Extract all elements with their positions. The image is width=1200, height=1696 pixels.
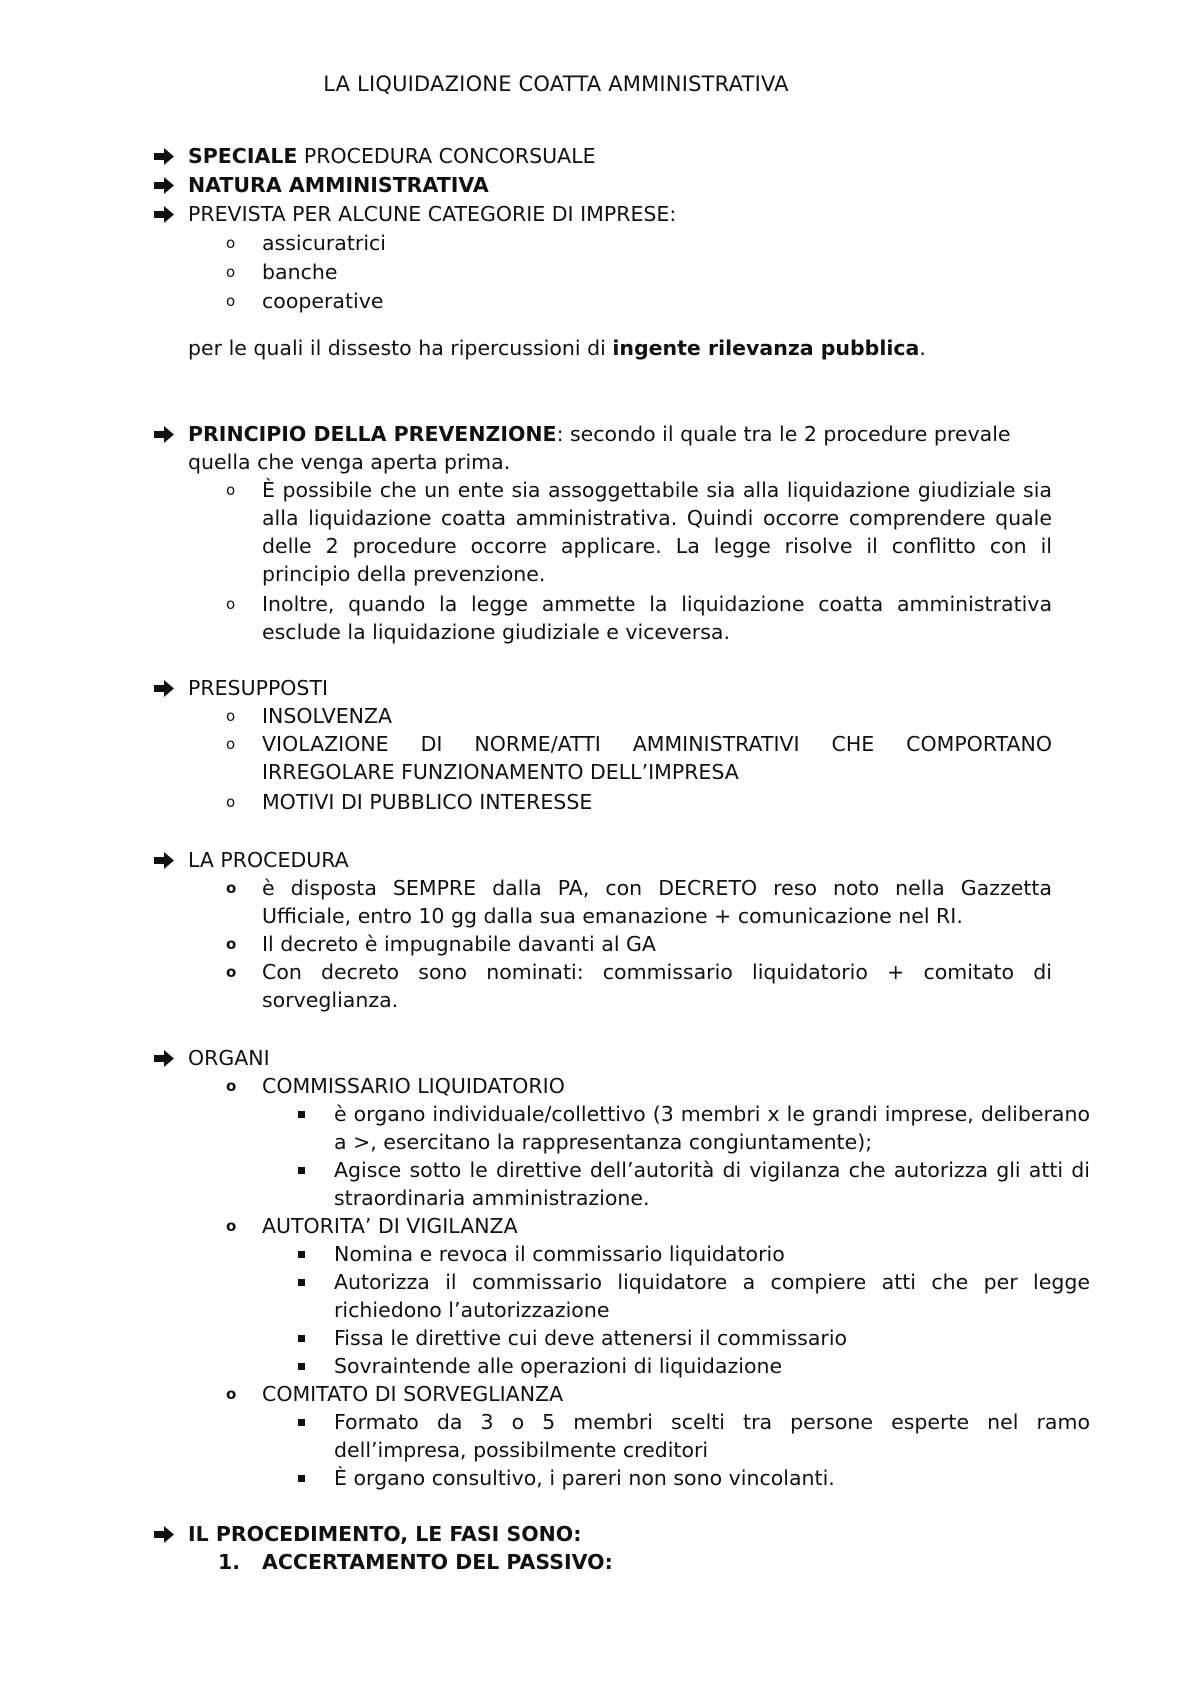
circle-bullet-icon: o	[226, 963, 237, 981]
list-item-text: INSOLVENZA	[262, 704, 393, 728]
list-item-text: È organo consultivo, i pareri non sono vincolanti.	[334, 1466, 835, 1490]
page-title: LA LIQUIDAZIONE COATTA AMMINISTRATIVA	[323, 72, 789, 96]
arrow-right-icon	[152, 171, 180, 200]
arrow-right-icon	[152, 420, 180, 449]
number-marker: 1.	[218, 1550, 241, 1574]
para-bold-text: ingente rilevanza pubblica	[612, 336, 920, 360]
arrow-right-icon	[152, 674, 180, 703]
circle-bullet-icon: o	[226, 935, 237, 953]
procedura-heading: LA PROCEDURA	[188, 848, 349, 872]
arrow-right-icon	[152, 846, 180, 875]
circle-bullet-icon: o	[226, 879, 237, 897]
list-item-text: Inoltre, quando la legge ammette la liquidazione coatta amministrativa esclude la liquidazione giudiziale e viceversa.	[262, 592, 1052, 644]
speciale-label: SPECIALE	[188, 144, 298, 168]
circle-bullet-icon: o	[226, 292, 236, 310]
list-item-text: assicuratrici	[262, 231, 387, 255]
square-bullet-icon	[298, 1419, 305, 1426]
arrow-right-icon	[152, 142, 180, 171]
list-item-text: Formato da 3 o 5 membri scelti tra persone esperte nel ramo dell’impresa, possibilmente creditori	[334, 1410, 1090, 1462]
procedura-concorsuale-text: PROCEDURA CONCORSUALE	[297, 144, 596, 168]
arrow-right-icon	[152, 1044, 180, 1073]
circle-bullet-icon: o	[226, 707, 236, 725]
procedimento-heading: IL PROCEDIMENTO, LE FASI SONO:	[188, 1522, 582, 1546]
arrow-right-icon	[152, 200, 180, 229]
circle-bullet-icon: o	[226, 481, 236, 499]
para-text-end: .	[919, 336, 926, 360]
list-item-text: Agisce sotto le direttive dell’autorità di vigilanza che autorizza gli atti di straordinaria amministrazione.	[334, 1158, 1090, 1210]
organ-title: AUTORITA’ DI VIGILANZA	[262, 1214, 518, 1238]
organ-title: COMMISSARIO LIQUIDATORIO	[262, 1074, 565, 1098]
circle-bullet-icon: o	[226, 793, 236, 811]
list-item-text: è organo individuale/collettivo (3 membri x le grandi imprese, deliberano a >, esercitano la rappresentanza congiuntamente);	[334, 1102, 1090, 1154]
list-item-text: Sovraintende alle operazioni di liquidazione	[334, 1354, 783, 1378]
list-item-text: cooperative	[262, 289, 384, 313]
list-item-text: MOTIVI DI PUBBLICO INTERESSE	[262, 790, 593, 814]
square-bullet-icon	[298, 1167, 305, 1174]
square-bullet-icon	[298, 1475, 305, 1482]
list-item-text: Nomina e revoca il commissario liquidatorio	[334, 1242, 785, 1266]
list-item-text: banche	[262, 260, 338, 284]
prevenzione-text: : secondo il quale tra le 2 procedure prevale	[556, 422, 1011, 446]
organ-title: COMITATO DI SORVEGLIANZA	[262, 1382, 564, 1406]
circle-bullet-icon: o	[226, 595, 236, 613]
prevenzione-label: PRINCIPIO DELLA PREVENZIONE	[188, 422, 557, 446]
square-bullet-icon	[298, 1363, 305, 1370]
circle-bullet-icon: o	[226, 1217, 237, 1235]
list-item-text: VIOLAZIONE DI NORME/ATTI AMMINISTRATIVI CHE COMPORTANO IRREGOLARE FUNZIONAMENTO DELL’IMPRESA	[262, 732, 1052, 784]
list-item-text: Fissa le direttive cui deve attenersi il commissario	[334, 1326, 848, 1350]
square-bullet-icon	[298, 1279, 305, 1286]
circle-bullet-icon: o	[226, 263, 236, 281]
list-item-text: Il decreto è impugnabile davanti al GA	[262, 932, 656, 956]
list-item-text: è disposta SEMPRE dalla PA, con DECRETO reso noto nella Gazzetta Ufficiale, entro 10 gg dalla sua emanazione + comunicazione nel RI.	[262, 876, 1052, 928]
organi-heading: ORGANI	[188, 1046, 270, 1070]
prevista-text: PREVISTA PER ALCUNE CATEGORIE DI IMPRESE:	[188, 202, 677, 226]
circle-bullet-icon: o	[226, 1385, 237, 1403]
square-bullet-icon	[298, 1111, 305, 1118]
circle-bullet-icon: o	[226, 234, 236, 252]
prevenzione-line2: quella che venga aperta prima.	[188, 450, 511, 474]
numbered-item-text: ACCERTAMENTO DEL PASSIVO:	[262, 1550, 613, 1574]
circle-bullet-icon: o	[226, 1077, 237, 1095]
circle-bullet-icon: o	[226, 735, 236, 753]
list-item-text: Autorizza il commissario liquidatore a compiere atti che per legge richiedono l’autorizzazione	[334, 1270, 1090, 1322]
square-bullet-icon	[298, 1251, 305, 1258]
para-text: per le quali il dissesto ha ripercussioni di	[188, 336, 613, 360]
presupposti-heading: PRESUPPOSTI	[188, 676, 329, 700]
list-item-text: Con decreto sono nominati: commissario liquidatorio + comitato di sorveglianza.	[262, 960, 1052, 1012]
square-bullet-icon	[298, 1335, 305, 1342]
arrow-right-icon	[152, 1520, 180, 1549]
list-item-text: È possibile che un ente sia assoggettabile sia alla liquidazione giudiziale sia alla liquidazione coatta amministrativa. Quindi occorre comprendere quale delle 2 procedure occorre applicare. La legge risolve il conflitto con il principio della prevenzione.	[262, 478, 1052, 586]
natura-amministrativa-text: NATURA AMMINISTRATIVA	[188, 173, 489, 197]
rilevanza-paragraph	[188, 334, 1088, 363]
